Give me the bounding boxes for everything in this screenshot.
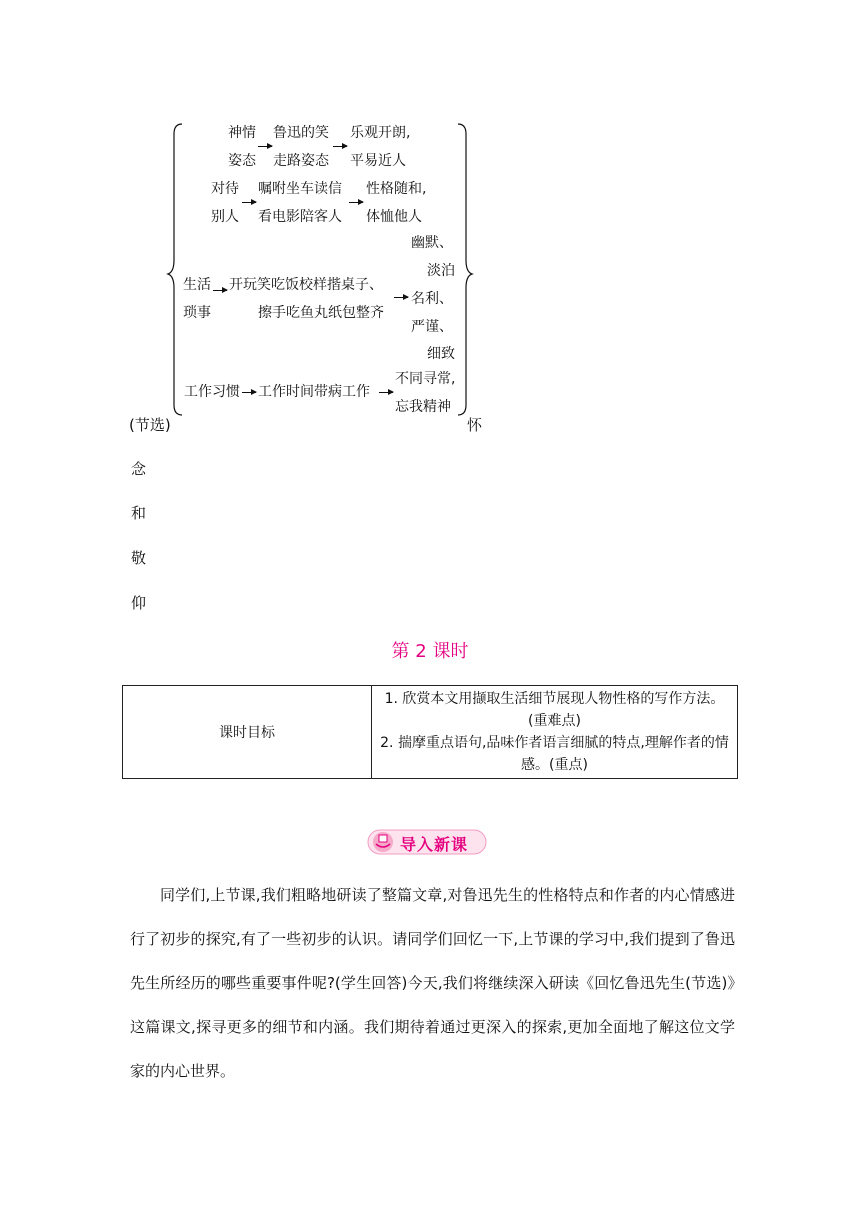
row1-col3-line2: 平易近人 [350, 153, 406, 169]
row1-col3-line1: 乐观开朗, [350, 125, 411, 141]
row2-col2-line1: 嘱咐坐车读信 [258, 181, 342, 197]
arrow [213, 290, 227, 291]
row3-col2-line2: 擦手吃鱼丸纸包整齐 [258, 305, 384, 321]
row1-col2-line2: 走路姿态 [273, 153, 329, 169]
vertical-char-3: 和 [131, 504, 147, 522]
goal-item-1: 1. 欣赏本文用撷取生活细节展现人物性格的写作方法。(重难点) [384, 691, 725, 729]
goal-table [122, 685, 738, 779]
intro-text: 同学们,上节课,我们粗略地研读了整篇文章,对鲁迅先生的性格特点和作者的内心情感进行了初步的探究,有了一些初步的认识。请同学们回忆一下,上节课的学习中,我们提到了鲁迅先生所经历的哪些重要事件呢?(学生回答)今天,我们将继续深入研读《回忆鲁迅先生(节选)》这篇课文,探寻更多的细节和内涵。我们期待着通过更深入的探索,更加全面地了解这位文学家的内心世界。 [130, 886, 735, 1080]
row1-col1-line2: 姿态 [228, 153, 256, 169]
row4-col2: 工作时间带病工作 [258, 384, 370, 400]
row2-col2-line2: 看电影陪客人 [258, 209, 342, 225]
goal-content [372, 686, 738, 779]
right-brace [458, 124, 472, 415]
row3-col2-line1: 开玩笑吃饭校样揩桌子、 [229, 277, 383, 293]
row3-col3-line3: 名利、 [411, 291, 453, 307]
vertical-char-5: 仰 [131, 594, 147, 612]
row2-col1-line1: 对待 [211, 181, 239, 197]
arrow [394, 297, 408, 298]
row4-col3-line2: 忘我精神 [395, 399, 451, 415]
row4-col3-line1: 不同寻常, [395, 371, 456, 387]
row3-col1-line2: 琐事 [183, 305, 211, 321]
goal-label: 课时目标 [123, 686, 372, 779]
row3-col3-line1: 幽默、 [411, 235, 453, 251]
row3-col3-line5: 细致 [427, 346, 455, 362]
excerpt-label: (节选) [129, 416, 171, 434]
row2-col3-line2: 体恤他人 [366, 209, 422, 225]
lesson-title: 第 2 课时 [391, 641, 469, 662]
arrow [258, 146, 272, 147]
arrow [242, 392, 256, 393]
arrow [333, 146, 347, 147]
intro-paragraph [130, 873, 735, 1093]
section-banner-title: 导入新课 [400, 835, 469, 854]
row1-col1-line1: 神情 [228, 125, 256, 141]
vertical-char-2: 念 [131, 460, 147, 478]
left-brace [168, 124, 182, 415]
row1-col2-line1: 鲁迅的笑 [273, 125, 329, 141]
arrow [379, 392, 393, 393]
vertical-char-1: 怀 [467, 416, 483, 434]
row2-col1-line2: 别人 [211, 209, 239, 225]
row3-col3-line2: 淡泊 [427, 263, 455, 279]
row4-col1: 工作习惯 [184, 384, 240, 400]
vertical-char-4: 敬 [131, 549, 147, 567]
arrow [242, 202, 256, 203]
row3-col1-line1: 生活 [183, 277, 211, 293]
row3-col3-line4: 严谨、 [411, 319, 453, 335]
row2-col3-line1: 性格随和, [366, 181, 427, 197]
diagram-brackets [0, 0, 860, 430]
arrow [349, 202, 363, 203]
goal-item-2: 2. 揣摩重点语句,品味作者语言细腻的特点,理解作者的情感。(重点) [380, 735, 729, 773]
